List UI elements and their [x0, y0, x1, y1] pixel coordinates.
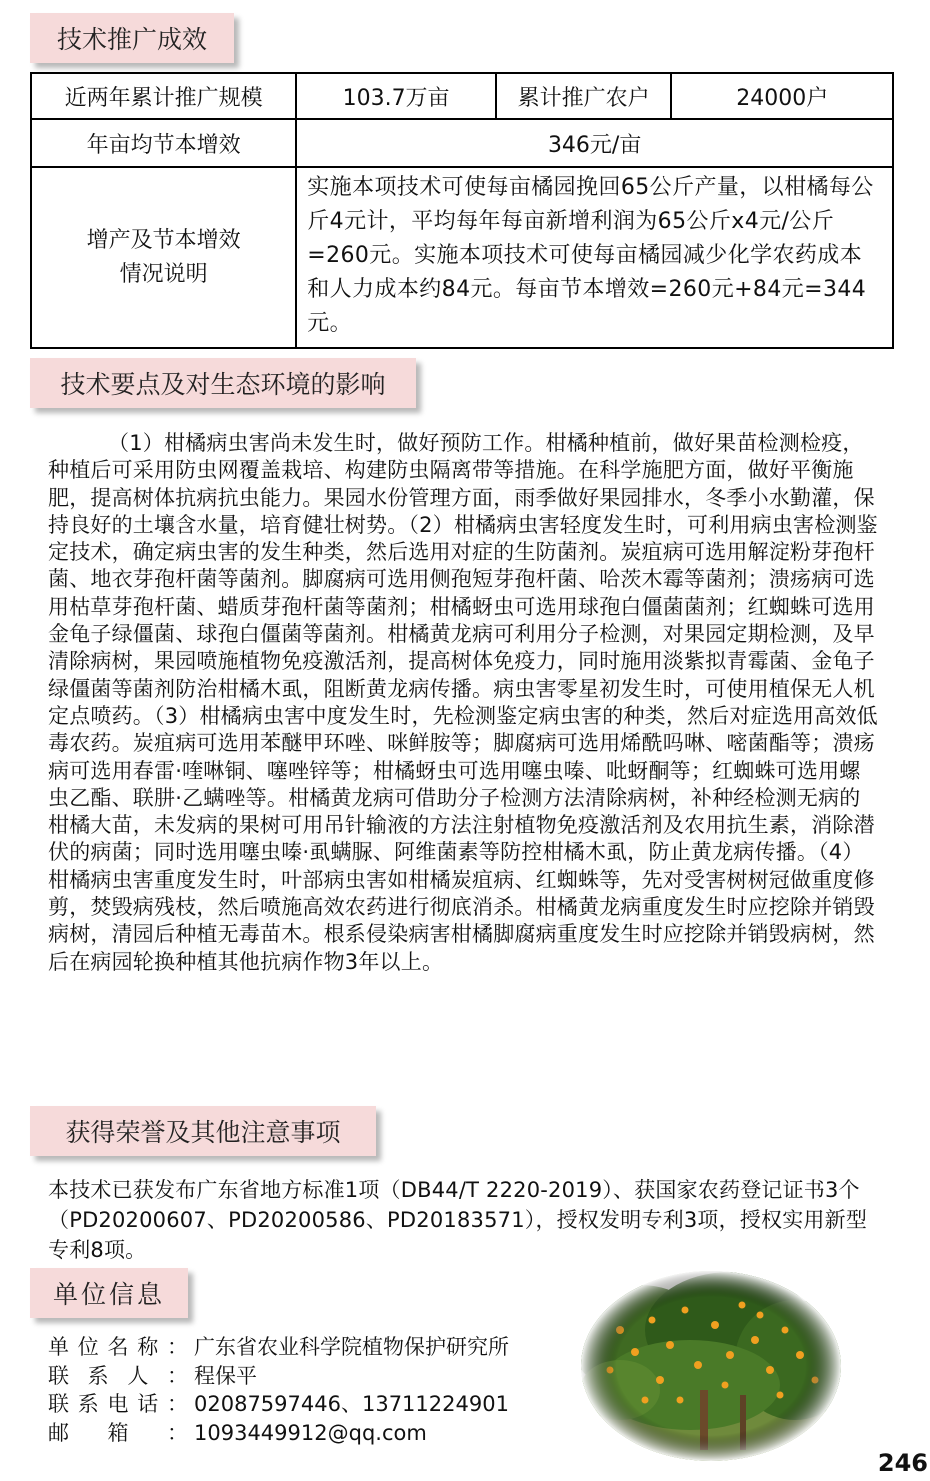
org-info — [48, 1333, 509, 1447]
org-phone: 02087597446、13711224901 — [194, 1392, 509, 1416]
farmers-label: 累计推广农户 — [496, 73, 672, 119]
org-name: 广东省农业科学院植物保护研究所 — [194, 1335, 509, 1359]
page-number: 246 — [877, 1449, 928, 1477]
effect-table — [30, 72, 894, 349]
org-contact-row — [48, 1362, 509, 1391]
honors-paragraph: 本技术已获发布广东省地方标准1项（DB44/T 2220-2019）、获国家农药登记证书3个（PD20200607、PD20200586、PD20183571），授权发明专利3项，授权实用新型专利8项。 — [48, 1178, 868, 1262]
org-contact: 程保平 — [194, 1363, 257, 1388]
section-header-effect: 技术推广成效 — [30, 13, 234, 63]
section-header-key-points: 技术要点及对生态环境的影响 — [30, 358, 416, 408]
desc-label — [31, 167, 296, 348]
org-name-label: 单 位 名 称 ： — [48, 1335, 188, 1359]
benefit-value: 346元/亩 — [296, 119, 893, 167]
benefit-label: 年亩均节本增效 — [31, 119, 296, 167]
section-header-honors: 获得荣誉及其他注意事项 — [30, 1106, 376, 1156]
scale-value: 103.7万亩 — [296, 73, 496, 119]
key-points-paragraph: （1）柑橘病虫害尚未发生时，做好预防工作。柑橘种植前，做好果苗检测检疫，种植后可采用防虫网覆盖栽培、构建防虫隔离带等措施。在科学施肥方面，做好平衡施肥，提高树体抗病抗虫能力。果园水份管理方面，雨季做好果园排水，冬季小水勤灌，保持良好的土壤含水量，培育健壮树势。（2）柑橘病虫害轻度发生时，可利用病虫害检测鉴定技术，确定病虫害的发生种类，然后选用对症的生防菌剂。炭疽病可选用解淀粉芽孢杆菌、地衣芽孢杆菌等菌剂。脚腐病可选用侧孢短芽孢杆菌、哈茨木霉等菌剂；溃疡病可选用枯草芽孢杆菌、蜡质芽孢杆菌等菌剂；柑橘蚜虫可选用球孢白僵菌菌剂；红蜘蛛可选用金龟子绿僵菌、球孢白僵菌等菌剂。柑橘黄龙病可利用分子检测，对果园定期检测，及早清除病树，果园喷施植物免疫激活剂，提高树体免疫力，同时施用淡紫拟青霉菌、金龟子绿僵菌等菌剂防治柑橘木虱，阻断黄龙病传播。病虫害零星初发生时，可使用植保无人机定点喷药。（3）柑橘病虫害中度发生时，先检测鉴定病虫害的种类，然后对症选用高效低毒农药。炭疽病可选用苯醚甲环唑、咪鲜胺等；脚腐病可选用烯酰吗啉、嘧菌酯等；溃疡病可选用春雷·喹啉铜、噻唑锌等；柑橘蚜虫可选用噻虫嗪、吡蚜酮等；红蜘蛛可选用螺虫乙酯、联肼·乙螨唑等。柑橘黄龙病可借助分子检测方法清除病树，补种经检测无病的柑橘大苗，未发病的果树可用吊针输液的方法注射植物免疫激活剂及农用抗生素，消除潜伏的病菌；同时选用噻虫嗪·虱螨脲、阿维菌素等防控柑橘木虱，防止黄龙病传播。（4）柑橘病虫害重度发生时，叶部病虫害如柑橘炭疽病、红蜘蛛等，先对受害树树冠做重度修剪，焚毁病残枝，然后喷施高效农药进行彻底消杀。柑橘黄龙病重度发生时应挖除并销毁病树，清园后种植无毒苗木。根系侵染病害柑橘脚腐病重度发生时应挖除并销毁病树，然后在病园轮换种植其他抗病作物3年以上。 — [48, 431, 878, 974]
desc-text: 实施本项技术可使每亩橘园挽回65公斤产量，以柑橘每公斤4元计，平均每年每亩新增利润为65公斤x4元/公斤=260元。实施本项技术可使每亩橘园减少化学农药成本和人力成本约84元。每亩节本增效=260元+84元=344元。 — [296, 167, 893, 348]
org-name-row — [48, 1333, 509, 1362]
table-row — [31, 119, 893, 167]
org-phone-label: 联 系 电 话 ： — [48, 1392, 188, 1416]
desc-label-line2: 情况说明 — [119, 261, 208, 287]
org-phone-row — [48, 1390, 509, 1419]
org-email: 1093449912@qq.com — [194, 1420, 427, 1445]
citrus-tree-photo — [580, 1270, 842, 1462]
org-email-row — [48, 1419, 509, 1448]
section-header-org: 单位信息 — [30, 1268, 188, 1318]
org-email-label: 邮 箱 ： — [48, 1420, 188, 1445]
org-contact-label: 联 系 人 ： — [48, 1363, 188, 1388]
farmers-value: 24000户 — [671, 73, 893, 119]
table-row — [31, 73, 893, 119]
scale-label: 近两年累计推广规模 — [31, 73, 296, 119]
desc-label-line1: 增产及节本增效 — [86, 227, 241, 253]
table-row — [31, 167, 893, 348]
